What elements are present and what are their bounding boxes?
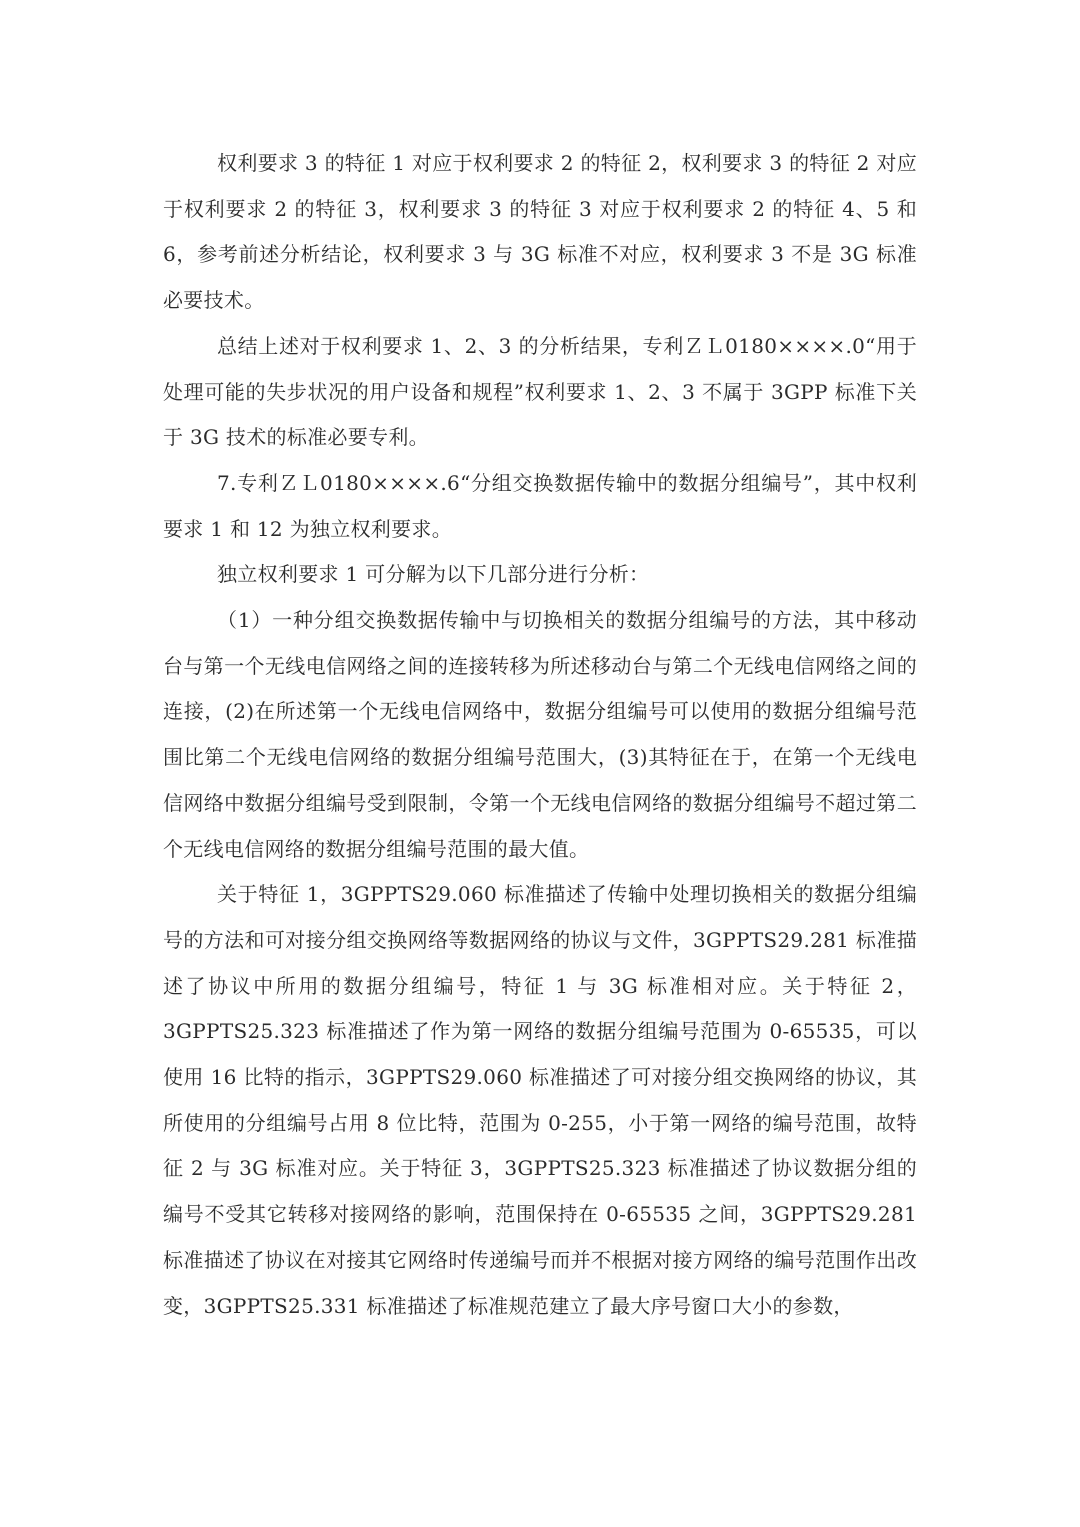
paragraph-feature-analysis: 关于特征 1，3GPPTS29.060 标准描述了传输中处理切换相关的数据分组编号的方法和可对接分组交换网络等数据网络的协议与文件，3GPPTS29.281 标准描述了协议中所用的数据分组编号，特征 1 与 3G 标准相对应。关于特征 2，3GPPTS25.323 标准描述了作为第一网络的数据分组编号范围为 0-65535，可以使用 16 比特的指示，3GPPTS29.060 标准描述了可对接分组交换网络的协议，其所使用的分组编号占用 8 位比特，范围为 0-255，小于第一网络的编号范围，故特征 2 与 3G 标准对应。关于特征 3，3GPPTS25.323 标准描述了协议数据分组的编号不受其它转移对接网络的影响，范围保持在 0-65535 之间，3GPPTS29.281 标准描述了协议在对接其它网络时传递编号而并不根据对接方网络的编号范围作出改变，3GPPTS25.331 标准描述了标准规范建立了最大序号窗口大小的参数，	[163, 882, 917, 1318]
paragraph-claim1-features: （1）一种分组交换数据传输中与切换相关的数据分组编号的方法，其中移动台与第一个无线电信网络之间的连接转移为所述移动台与第二个无线电信网络之间的连接，(2)在所述第一个无线电信网络中，数据分组编号可以使用的数据分组编号范围比第二个无线电信网络的数据分组编号范围大，(3)其特征在于，在第一个无线电信网络中数据分组编号受到限制，令第一个无线电信网络的数据分组编号不超过第二个无线电信网络的数据分组编号范围的最大值。	[163, 608, 917, 861]
paragraph-claim3-analysis: 权利要求 3 的特征 1 对应于权利要求 2 的特征 2，权利要求 3 的特征 2 对应于权利要求 2 的特征 3，权利要求 3 的特征 3 对应于权利要求 2 的特征 4、5 和 6，参考前述分析结论，权利要求 3 与 3G 标准不对应，权利要求 3 不是 3G 标准必要技术。	[163, 151, 917, 313]
paragraph-patent-7-intro: 7.专利ＺＬ0180××××.6“分组交换数据传输中的数据分组编号”，其中权利要求 1 和 12 为独立权利要求。	[163, 470, 917, 541]
paragraph-claim1-decomposition: 独立权利要求 1 可分解为以下几部分进行分析：	[217, 562, 650, 587]
document-body	[163, 141, 917, 1329]
paragraph-summary-claims: 总结上述对于权利要求 1、2、3 的分析结果，专利ＺＬ0180××××.0“用于处理可能的失步状况的用户设备和规程”权利要求 1、2、3 不属于 3GPP 标准下关于 3G 技术的标准必要专利。	[163, 333, 917, 450]
